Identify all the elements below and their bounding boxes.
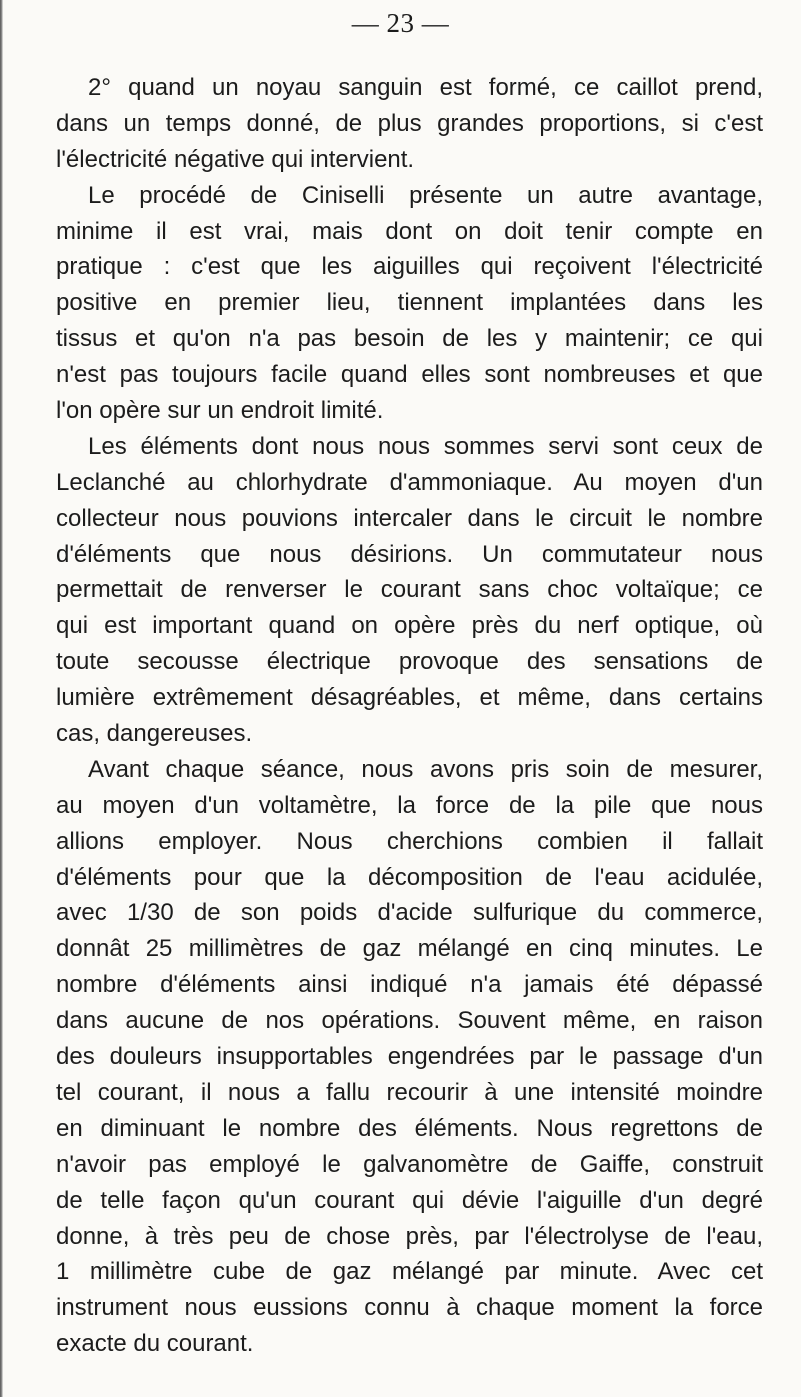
- paragraph: [56, 429, 763, 752]
- text-line: l'on opère sur un endroit limité.: [56, 397, 384, 425]
- text-line: donnât 25 millimètres de gaz mélangé en cinq minutes. Le: [56, 935, 763, 963]
- paragraph: [56, 752, 763, 1362]
- text-line: minime il est vrai, mais dont on doit tenir compte en: [56, 217, 763, 245]
- text-line: collecteur nous pouvions intercaler dans le circuit le nombre: [56, 504, 763, 532]
- text-line: tel courant, il nous a fallu recourir à une intensité moindre: [56, 1078, 763, 1106]
- text-line: qui est important quand on opère près du nerf optique, où: [56, 612, 763, 640]
- text-line: cas, dangereuses.: [56, 720, 253, 748]
- text-line: n'avoir pas employé le galvanomètre de Gaiffe, construit: [56, 1150, 763, 1178]
- body-text: [56, 70, 763, 1362]
- text-line: tissus et qu'on n'a pas besoin de les y maintenir; ce qui: [56, 325, 763, 353]
- text-line: n'est pas toujours facile quand elles sont nombreuses et que: [56, 361, 763, 389]
- text-line: de telle façon qu'un courant qui dévie l'aiguille d'un degré: [56, 1186, 763, 1214]
- paragraph: [56, 178, 763, 429]
- paragraph: [56, 70, 763, 178]
- binding-edge: [0, 0, 3, 1397]
- page-number: — 23 —: [351, 8, 450, 38]
- text-line: dans aucune de nos opérations. Souvent même, en raison: [56, 1007, 763, 1035]
- text-line: avec 1/30 de son poids d'acide sulfurique du commerce,: [56, 899, 763, 927]
- text-line: Le procédé de Ciniselli présente un autre avantage,: [88, 181, 763, 209]
- text-line: pratique : c'est que les aiguilles qui reçoivent l'électricité: [56, 253, 763, 281]
- text-line: dans un temps donné, de plus grandes proportions, si c'est: [56, 109, 763, 137]
- text-line: Leclanché au chlorhydrate d'ammoniaque. Au moyen d'un: [56, 468, 763, 496]
- text-line: nombre d'éléments ainsi indiqué n'a jamais été dépassé: [56, 971, 763, 999]
- text-line: au moyen d'un voltamètre, la force de la pile que nous: [56, 791, 763, 819]
- text-line: lumière extrêmement désagréables, et même, dans certains: [56, 684, 763, 712]
- text-line: Avant chaque séance, nous avons pris soin de mesurer,: [88, 755, 763, 783]
- text-line: Les éléments dont nous nous sommes servi sont ceux de: [88, 432, 763, 460]
- text-line: l'électricité négative qui intervient.: [56, 145, 415, 173]
- text-line: d'éléments que nous désirions. Un commutateur nous: [56, 540, 763, 568]
- text-line: donne, à très peu de chose près, par l'électrolyse de l'eau,: [56, 1222, 763, 1250]
- text-line: d'éléments pour que la décomposition de l'eau acidulée,: [56, 863, 763, 891]
- text-line: allions employer. Nous cherchions combien il fallait: [56, 827, 763, 855]
- text-line: instrument nous eussions connu à chaque moment la force: [56, 1294, 763, 1322]
- text-line: permettait de renverser le courant sans choc voltaïque; ce: [56, 576, 763, 604]
- text-line: 2° quand un noyau sanguin est formé, ce caillot prend,: [88, 74, 763, 101]
- text-line: des douleurs insupportables engendrées par le passage d'un: [56, 1043, 763, 1071]
- text-line: en diminuant le nombre des éléments. Nous regrettons de: [56, 1114, 763, 1142]
- text-line: 1 millimètre cube de gaz mélangé par minute. Avec cet: [56, 1258, 763, 1286]
- text-line: exacte du courant.: [56, 1330, 254, 1358]
- text-line: positive en premier lieu, tiennent implantées dans les: [56, 289, 763, 317]
- text-line: toute secousse électrique provoque des sensations de: [56, 648, 763, 676]
